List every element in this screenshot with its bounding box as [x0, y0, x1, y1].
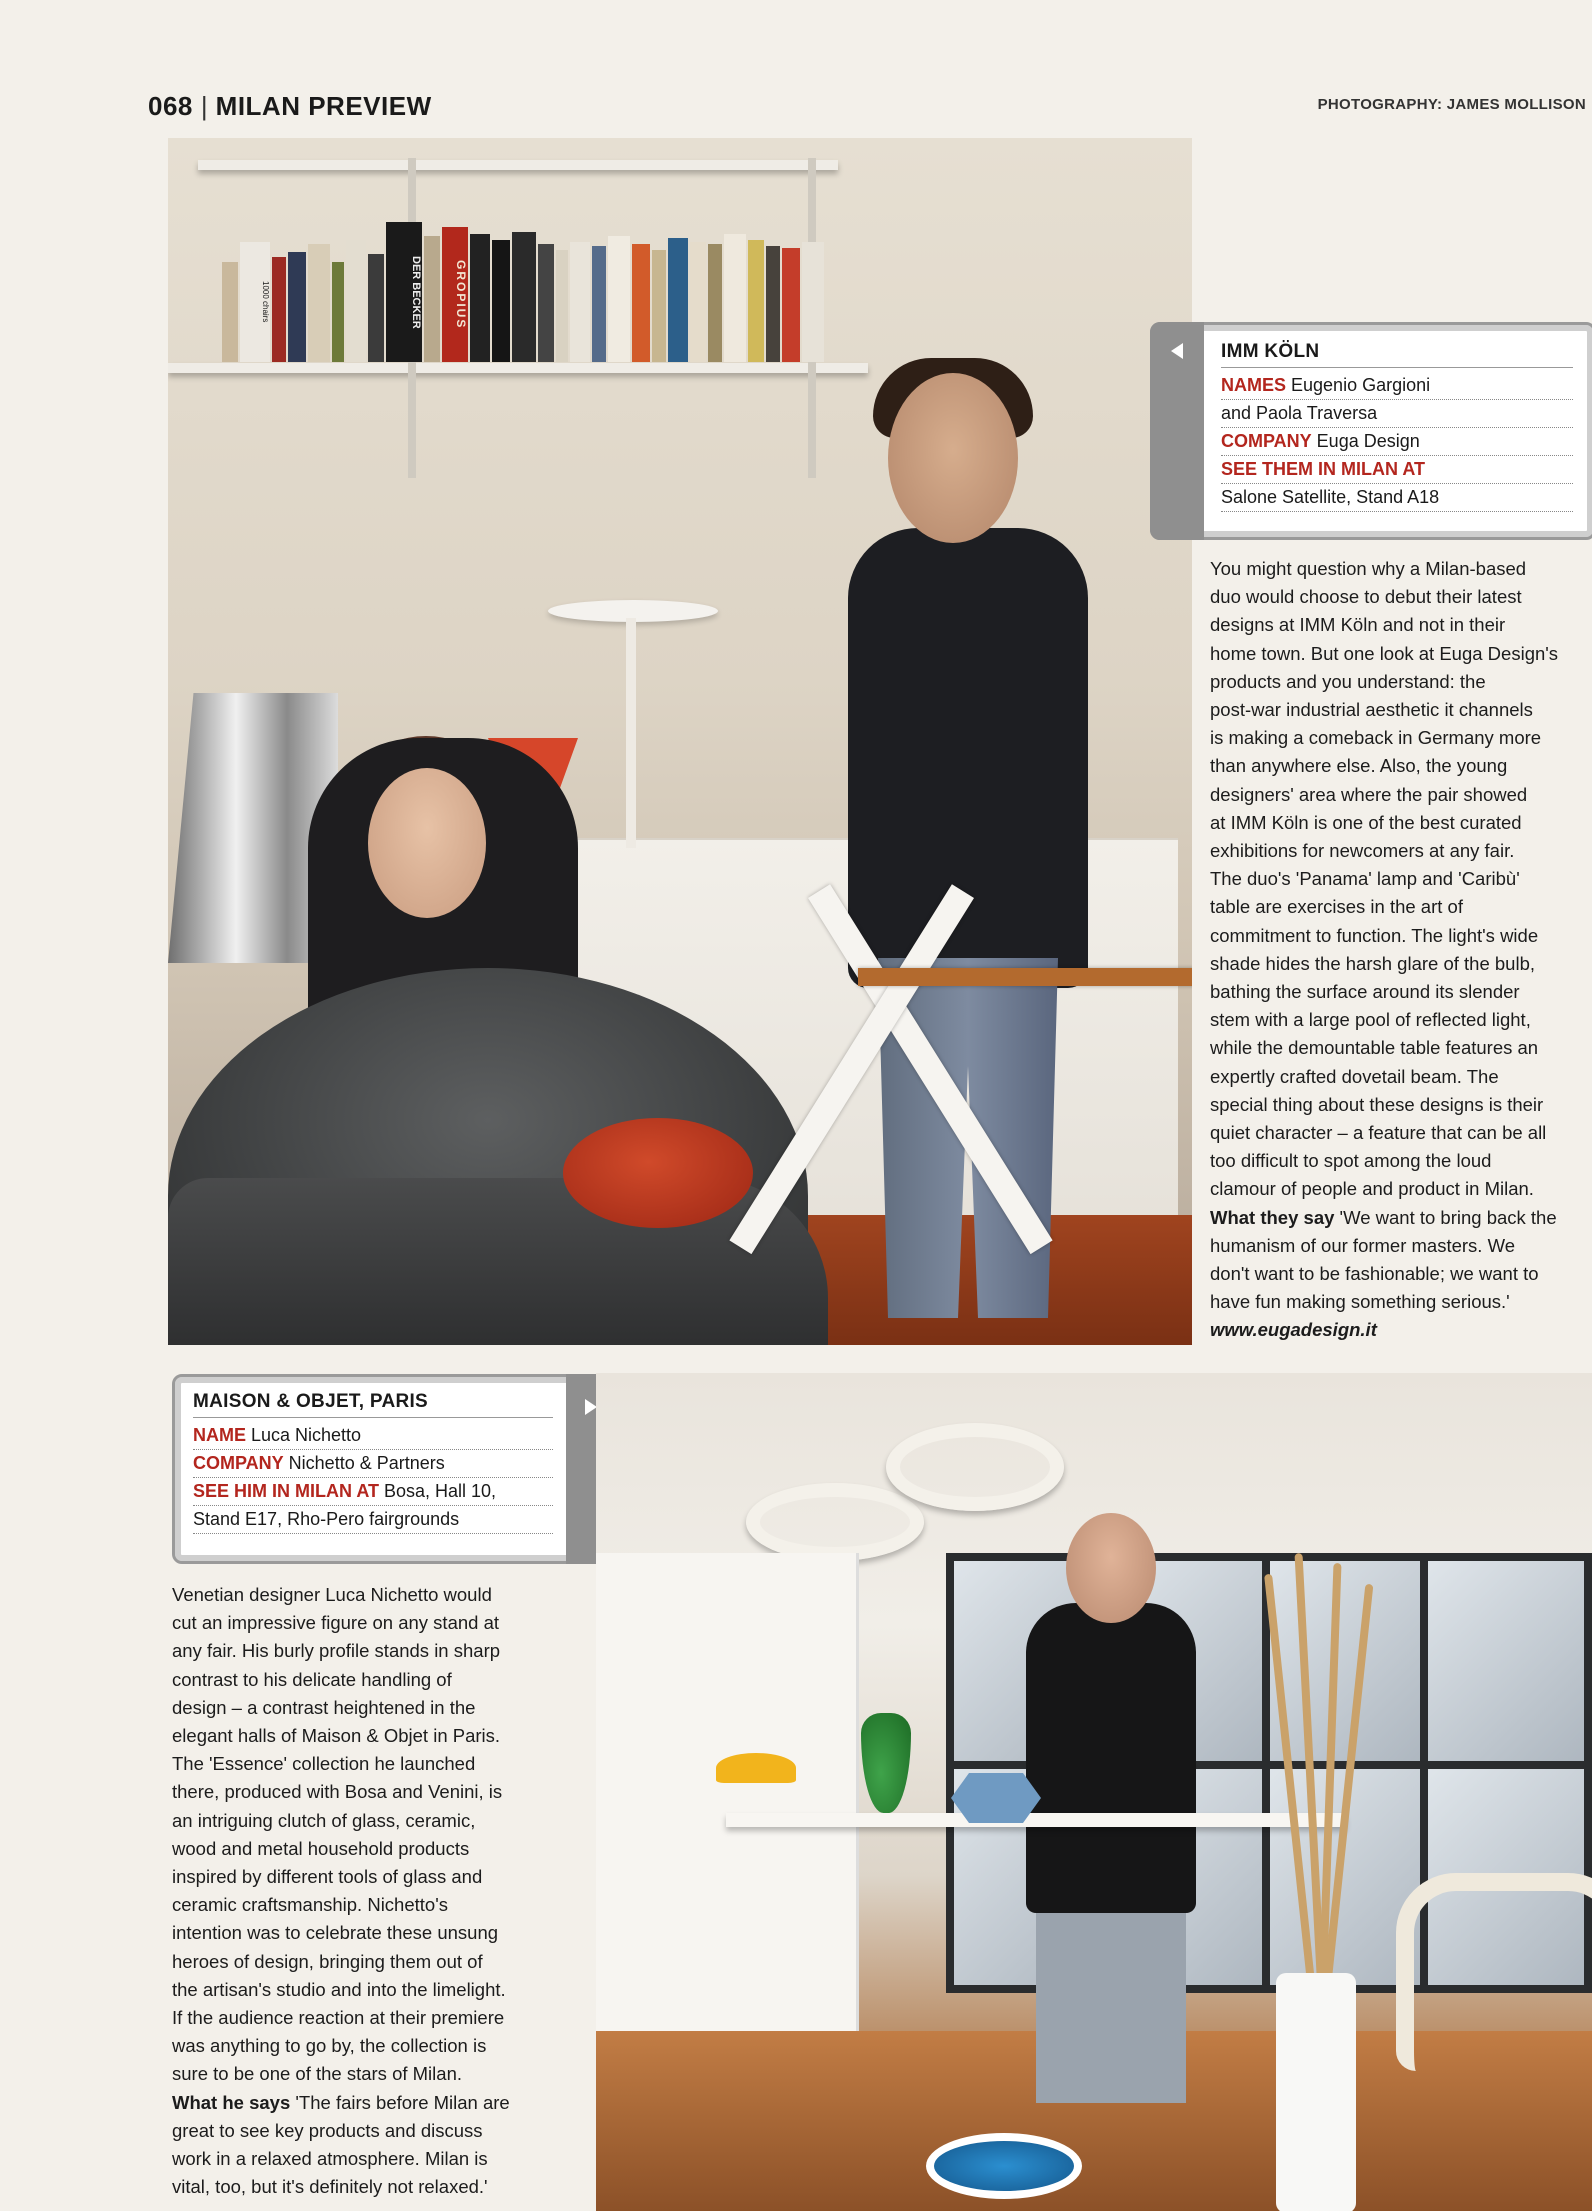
book-spine: GROPIUS — [442, 227, 468, 362]
article-line: cut an impressive figure on any stand at — [172, 1612, 500, 1634]
article-line: there, produced with Bosa and Venini, is — [172, 1781, 503, 1803]
article-line: contrast to his delicate handling of — [172, 1668, 452, 1690]
article-line: the artisan's studio and into the limelight. — [172, 1978, 506, 2000]
article-line: The duo's 'Panama' lamp and 'Caribù' — [1210, 868, 1520, 890]
article-line: clamour of people and product in Milan. — [1210, 1178, 1534, 1200]
panama-lamp-stem — [626, 618, 636, 848]
article-line: special thing about these designs is their — [1210, 1093, 1544, 1115]
wall-shelf-top — [198, 160, 838, 170]
quote-line: have fun making something serious.' — [1210, 1291, 1510, 1313]
caribu-table-beam — [858, 968, 1192, 986]
article-line: at IMM Köln is one of the best curated — [1210, 811, 1522, 833]
info-line-stand: Salone Satellite, Stand A18 — [1221, 484, 1573, 512]
article-line: stem with a large pool of reflected light, — [1210, 1009, 1531, 1031]
article-line: is making a comeback in Germany more — [1210, 727, 1542, 749]
info-line-see-them: SEE THEM IN MILAN AT — [1221, 456, 1573, 484]
article-line: too difficult to spot among the loud — [1210, 1150, 1492, 1172]
article-line: designs at IMM Köln and not in their — [1210, 614, 1506, 636]
article-line: Venetian designer Luca Nichetto would — [172, 1584, 492, 1605]
photo-euga-design — [168, 138, 1192, 1345]
arrow-left-icon — [1171, 343, 1183, 359]
article-line: bathing the surface around its slender — [1210, 981, 1520, 1003]
quote-lead: What they say — [1210, 1206, 1335, 1228]
display-table — [726, 1813, 1346, 1827]
blue-bowl — [926, 2133, 1082, 2199]
page-number: 068 — [148, 90, 193, 121]
quote-line: don't want to be fashionable; we want to — [1210, 1263, 1539, 1285]
article-line: If the audience reaction at their premiere — [172, 2007, 505, 2029]
blue-ceramic-vessel — [951, 1773, 1041, 1823]
book-spine: DER BECKER — [386, 222, 422, 362]
quote-line: humanism of our former masters. We — [1210, 1234, 1515, 1256]
white-planter — [1276, 1973, 1356, 2211]
pendant-lamp — [886, 1423, 1064, 1511]
quote-lead: What he says — [172, 2091, 291, 2113]
article-line: table are exercises in the art of — [1210, 896, 1463, 918]
article-line: elegant halls of Maison & Objet in Paris. — [172, 1725, 501, 1747]
header-separator: | — [200, 90, 208, 121]
bookshelf-books — [222, 210, 942, 362]
article-line: commitment to function. The light's wide — [1210, 924, 1539, 946]
info-line-company: COMPANY Nichetto & Partners — [193, 1450, 553, 1478]
man-face — [888, 373, 1018, 543]
article-line: an intriguing clutch of glass, ceramic, — [172, 1809, 476, 1831]
article-line: ceramic craftsmanship. Nichetto's — [172, 1894, 448, 1916]
book-spine: 1000 chairs — [240, 242, 270, 362]
article-line: wood and metal household products — [172, 1837, 470, 1859]
info-box-title: IMM KÖLN — [1221, 341, 1573, 368]
white-chair — [1396, 1873, 1592, 2071]
info-line-company: COMPANY Euga Design — [1221, 428, 1573, 456]
section-title: MILAN PREVIEW — [215, 90, 432, 121]
man-trousers — [1036, 1903, 1186, 2103]
pendant-lamp — [746, 1483, 924, 1561]
article-line: sure to be one of the stars of Milan. — [172, 2063, 462, 2085]
article-line: The 'Essence' collection he launched — [172, 1753, 476, 1775]
article-line: quiet character – a feature that can be all — [1210, 1122, 1547, 1144]
red-cushion — [563, 1118, 753, 1228]
article-line: than anywhere else. Also, the young — [1210, 755, 1508, 777]
article-line: shade hides the harsh glare of the bulb, — [1210, 952, 1536, 974]
article-line: was anything to go by, the collection is — [172, 2035, 487, 2057]
photo-credit: PHOTOGRAPHY: JAMES MOLLISON — [1317, 96, 1586, 113]
photo-nichetto — [596, 1373, 1592, 2211]
quote-line: great to see key products and discuss — [172, 2119, 483, 2141]
quote-line: What he says 'The fairs before Milan are — [172, 2091, 510, 2113]
info-line-names: NAMES Eugenio Gargioni — [1221, 372, 1573, 400]
man-face — [1066, 1513, 1156, 1623]
article-line: intention was to celebrate these unsung — [172, 1922, 499, 1944]
article-line: while the demountable table features an — [1210, 1037, 1539, 1059]
article-line: heroes of design, bringing them out of — [172, 1950, 483, 1972]
quote-line: vital, too, but it's definitely not relaxed.' — [172, 2176, 488, 2198]
info-box-title: MAISON & OBJET, PARIS — [193, 1391, 553, 1418]
article-line: home town. But one look at Euga Design's — [1210, 642, 1559, 664]
info-box-maison-objet — [172, 1374, 620, 1564]
info-line-stand: Stand E17, Rho-Pero fairgrounds — [193, 1506, 553, 1534]
article-line: exhibitions for newcomers at any fair. — [1210, 840, 1515, 862]
info-line-name: NAME Luca Nichetto — [193, 1422, 553, 1450]
info-line-names-cont: and Paola Traversa — [1221, 400, 1573, 428]
article-line: expertly crafted dovetail beam. The — [1210, 1065, 1499, 1087]
woman-face — [368, 768, 486, 918]
article-euga-design — [1210, 555, 1592, 1345]
wall-shelf — [168, 363, 868, 373]
quote-line: work in a relaxed atmosphere. Milan is — [172, 2148, 488, 2170]
article-line: designers' area where the pair showed — [1210, 783, 1528, 805]
man-figure — [848, 528, 1088, 988]
article-line: inspired by different tools of glass and — [172, 1866, 483, 1888]
article-line: You might question why a Milan-based — [1210, 558, 1527, 579]
article-line: duo would choose to debut their latest — [1210, 586, 1522, 608]
article-line: any fair. His burly profile stands in sharp — [172, 1640, 501, 1662]
website-link[interactable]: www.eugadesign.it — [1210, 1319, 1377, 1341]
article-line: products and you understand: the — [1210, 670, 1486, 692]
green-glass-vase — [861, 1713, 911, 1813]
article-line: post-war industrial aesthetic it channels — [1210, 699, 1533, 721]
article-line: design – a contrast heightened in the — [172, 1696, 476, 1718]
man-figure — [1026, 1603, 1196, 1913]
info-box-imm-koln — [1150, 322, 1592, 540]
yellow-bowl — [716, 1753, 796, 1783]
info-line-see-him: SEE HIM IN MILAN AT Bosa, Hall 10, — [193, 1478, 553, 1506]
quote-line: What they say 'We want to bring back the — [1210, 1206, 1557, 1228]
article-nichetto — [172, 1581, 582, 2201]
